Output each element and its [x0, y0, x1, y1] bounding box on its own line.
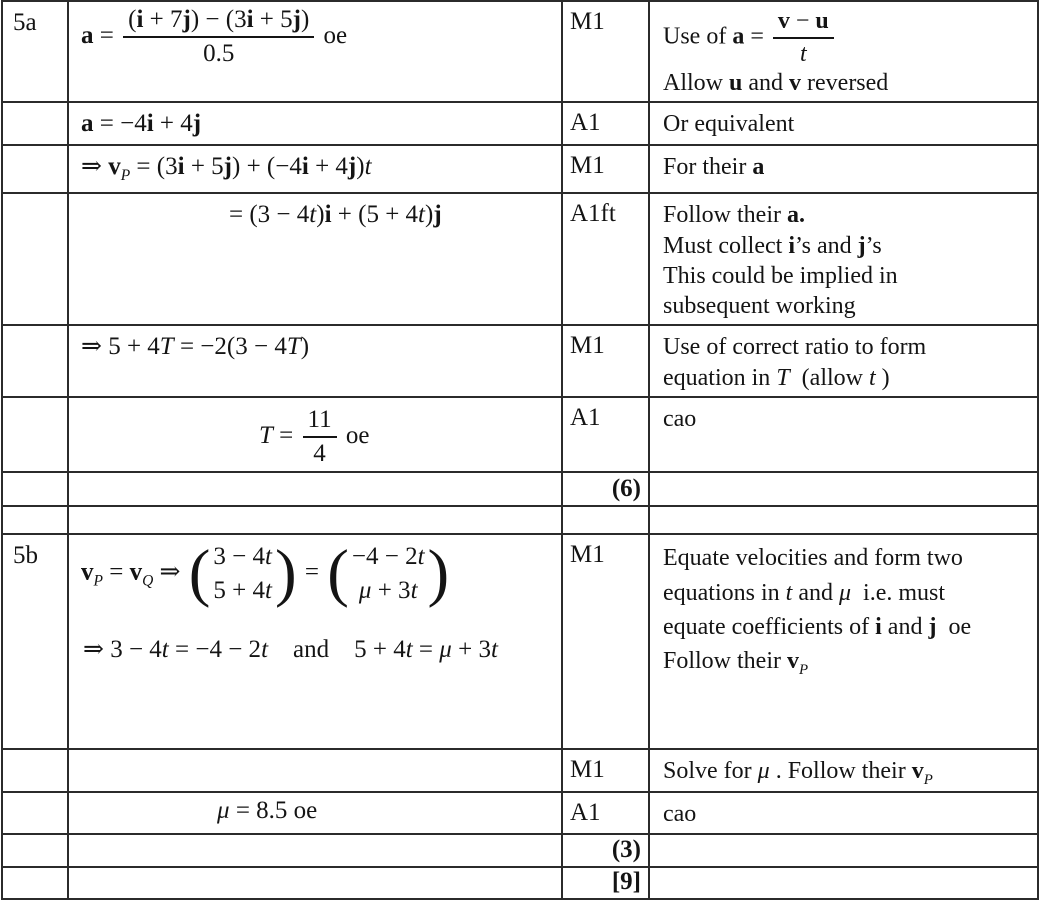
working-cell [68, 867, 562, 899]
mark-cell [562, 506, 649, 534]
table-row [2, 867, 1038, 899]
comment-cell: For their a [649, 145, 1038, 193]
question-label [2, 472, 68, 506]
question-label [2, 193, 68, 325]
subtotal-marks: (3) [562, 834, 649, 867]
comment-cell [649, 472, 1038, 506]
question-label: 5b [2, 534, 68, 749]
working-cell: = (3 − 4t)i + (5 + 4t)j [68, 193, 562, 325]
question-label: 5a [2, 1, 68, 102]
question-label [2, 102, 68, 145]
mark-cell: A1 [562, 397, 649, 473]
comment-cell [649, 506, 1038, 534]
mark-scheme-table [1, 0, 1039, 900]
question-label [2, 749, 68, 791]
question-label [2, 867, 68, 899]
question-label [2, 792, 68, 834]
comment-cell: cao [649, 397, 1038, 473]
comment-cell [649, 867, 1038, 899]
working-cell [68, 749, 562, 791]
working-cell [68, 834, 562, 867]
mark-cell: A1 [562, 792, 649, 834]
spacer-row [2, 506, 1038, 534]
mark-cell: A1 [562, 102, 649, 145]
comment-cell: Or equivalent [649, 102, 1038, 145]
mark-cell: M1 [562, 534, 649, 749]
working-cell: T = $\frac{11}{4}$ oe [68, 397, 562, 473]
table-row [2, 325, 1038, 396]
comment-cell: cao [649, 792, 1038, 834]
subtotal-marks: (6) [562, 472, 649, 506]
table-row [2, 102, 1038, 145]
comment-cell: Solve for μ . Follow their $v_P$ [649, 749, 1038, 791]
comment-cell: Use of correct ratio to form equation in T (allow t ) [649, 325, 1038, 396]
working-cell [68, 472, 562, 506]
question-label [2, 506, 68, 534]
table-row [2, 534, 1038, 749]
table-row [2, 472, 1038, 506]
table-row [2, 145, 1038, 193]
comment-cell: Use of a = $\frac{v - u}{t}$ Allow u and v reversed [649, 1, 1038, 102]
working-cell: $v_P = v_Q$ ⇒ ( 3 − 4t 5 + 4t ) = ( −4 − 2t μ + 3t ) ⇒ 3 − 4t = −4 − 2t and 5 + 4t = μ + 3t [68, 534, 562, 749]
comment-cell: Equate velocities and form two equations in t and μ i.e. must equate coefficients of i and j oe Follow their $v_P$ [649, 534, 1038, 749]
question-label [2, 397, 68, 473]
table-row [2, 749, 1038, 791]
comment-cell [649, 834, 1038, 867]
working-cell [68, 506, 562, 534]
table-row [2, 193, 1038, 325]
working-cell: ⇒ 5 + 4T = −2(3 − 4T) [68, 325, 562, 396]
mark-cell: M1 [562, 749, 649, 791]
table-row [2, 834, 1038, 867]
question-total-marks: [9] [562, 867, 649, 899]
table-row [2, 397, 1038, 473]
mark-cell: M1 [562, 325, 649, 396]
comment-cell: Follow their a. Must collect i’s and j’s This could be implied in subsequent working [649, 193, 1038, 325]
mark-cell: M1 [562, 145, 649, 193]
question-label [2, 325, 68, 396]
question-label [2, 834, 68, 867]
working-cell: a = $\frac{(i + 7j) - (3i + 5j)}{0.5}$ oe [68, 1, 562, 102]
question-label [2, 145, 68, 193]
working-cell: ⇒ $v_P = (3i + 5j) + (-4i + 4j)t$ [68, 145, 562, 193]
working-cell: a = −4i + 4j [68, 102, 562, 145]
table-row [2, 792, 1038, 834]
mark-cell: A1ft [562, 193, 649, 325]
working-cell: μ = 8.5 oe [68, 792, 562, 834]
table-row [2, 1, 1038, 102]
mark-cell: M1 [562, 1, 649, 102]
